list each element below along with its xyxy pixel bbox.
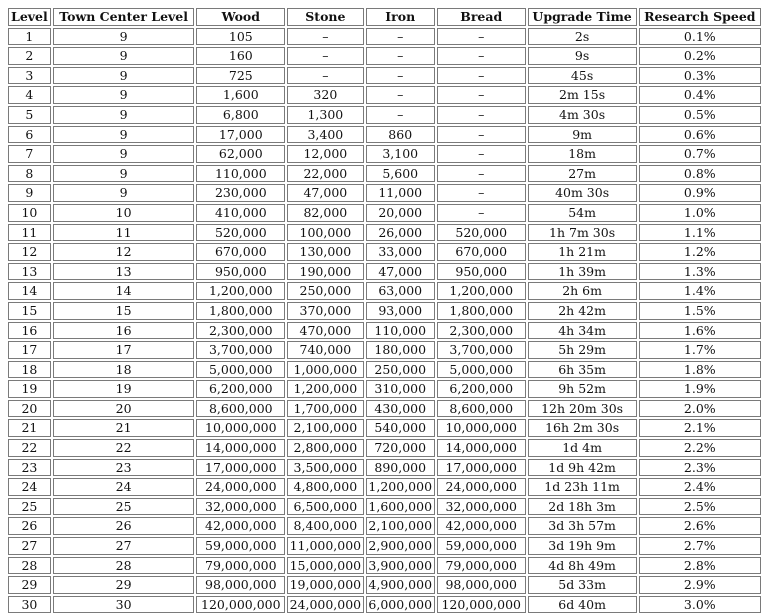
cell-bread: – [437,47,526,65]
cell-upgrade-time: 2m 15s [528,86,637,104]
cell-iron: 5,600 [366,165,435,183]
cell-iron: 2,100,000 [366,517,435,535]
table-row [8,67,761,85]
cell-town-center-level: 30 [53,596,195,614]
cell-town-center-level: 9 [53,165,195,183]
cell-iron: 890,000 [366,459,435,477]
cell-stone: 12,000 [287,145,363,163]
cell-stone: 130,000 [287,243,363,261]
cell-upgrade-time: 1d 9h 42m [528,459,637,477]
cell-iron: 26,000 [366,224,435,242]
cell-iron: 250,000 [366,361,435,379]
cell-level: 17 [8,341,51,359]
cell-research-speed: 0.5% [639,106,761,124]
header-town-center-level: Town Center Level [53,8,195,26]
cell-town-center-level: 17 [53,341,195,359]
cell-research-speed: 0.3% [639,67,761,85]
cell-stone: – [287,47,363,65]
cell-stone: – [287,67,363,85]
cell-research-speed: 1.0% [639,204,761,222]
cell-research-speed: 2.1% [639,419,761,437]
table-row [8,419,761,437]
cell-stone: 4,800,000 [287,478,363,496]
table-row [8,243,761,261]
cell-upgrade-time: 9m [528,126,637,144]
cell-wood: 110,000 [196,165,285,183]
cell-wood: 1,800,000 [196,302,285,320]
cell-level: 15 [8,302,51,320]
cell-stone: 22,000 [287,165,363,183]
cell-stone: 2,800,000 [287,439,363,457]
cell-bread: 5,000,000 [437,361,526,379]
cell-iron: 2,900,000 [366,537,435,555]
cell-level: 5 [8,106,51,124]
cell-stone: 82,000 [287,204,363,222]
cell-bread: 24,000,000 [437,478,526,496]
cell-stone: 1,300 [287,106,363,124]
cell-bread: 17,000,000 [437,459,526,477]
cell-bread: 2,300,000 [437,322,526,340]
cell-research-speed: 1.7% [639,341,761,359]
cell-wood: 98,000,000 [196,576,285,594]
cell-stone: 370,000 [287,302,363,320]
cell-iron: 47,000 [366,263,435,281]
cell-bread: 59,000,000 [437,537,526,555]
cell-town-center-level: 20 [53,400,195,418]
cell-wood: 3,700,000 [196,341,285,359]
table-row [8,302,761,320]
table-row [8,47,761,65]
cell-wood: 42,000,000 [196,517,285,535]
cell-research-speed: 0.6% [639,126,761,144]
cell-upgrade-time: 2h 6m [528,282,637,300]
cell-town-center-level: 13 [53,263,195,281]
cell-level: 29 [8,576,51,594]
cell-wood: 5,000,000 [196,361,285,379]
cell-bread: 120,000,000 [437,596,526,614]
cell-level: 16 [8,322,51,340]
cell-town-center-level: 9 [53,47,195,65]
cell-research-speed: 2.5% [639,498,761,516]
table-row [8,86,761,104]
cell-town-center-level: 15 [53,302,195,320]
cell-town-center-level: 19 [53,380,195,398]
cell-bread: 6,200,000 [437,380,526,398]
cell-upgrade-time: 1h 7m 30s [528,224,637,242]
cell-level: 20 [8,400,51,418]
cell-level: 3 [8,67,51,85]
cell-iron: 720,000 [366,439,435,457]
cell-wood: 725 [196,67,285,85]
cell-wood: 24,000,000 [196,478,285,496]
cell-iron: – [366,86,435,104]
cell-iron: 110,000 [366,322,435,340]
cell-bread: – [437,126,526,144]
cell-town-center-level: 22 [53,439,195,457]
cell-town-center-level: 14 [53,282,195,300]
cell-upgrade-time: 9s [528,47,637,65]
cell-stone: 740,000 [287,341,363,359]
cell-research-speed: 2.8% [639,557,761,575]
cell-upgrade-time: 1d 4m [528,439,637,457]
cell-research-speed: 2.3% [639,459,761,477]
cell-bread: 42,000,000 [437,517,526,535]
cell-bread: 8,600,000 [437,400,526,418]
cell-stone: 6,500,000 [287,498,363,516]
cell-research-speed: 2.6% [639,517,761,535]
cell-research-speed: 1.6% [639,322,761,340]
cell-town-center-level: 9 [53,106,195,124]
cell-level: 10 [8,204,51,222]
cell-iron: 430,000 [366,400,435,418]
cell-research-speed: 0.1% [639,28,761,46]
cell-level: 9 [8,184,51,202]
cell-town-center-level: 26 [53,517,195,535]
cell-research-speed: 0.8% [639,165,761,183]
cell-stone: 1,000,000 [287,361,363,379]
cell-iron: 3,100 [366,145,435,163]
cell-research-speed: 0.2% [639,47,761,65]
cell-upgrade-time: 4d 8h 49m [528,557,637,575]
cell-iron: 860 [366,126,435,144]
cell-research-speed: 3.0% [639,596,761,614]
table-row [8,361,761,379]
cell-level: 24 [8,478,51,496]
cell-level: 8 [8,165,51,183]
cell-wood: 62,000 [196,145,285,163]
cell-upgrade-time: 2h 42m [528,302,637,320]
cell-stone: 1,200,000 [287,380,363,398]
cell-research-speed: 1.2% [639,243,761,261]
cell-research-speed: 1.3% [639,263,761,281]
cell-upgrade-time: 5d 33m [528,576,637,594]
cell-level: 25 [8,498,51,516]
table-row [8,263,761,281]
cell-wood: 32,000,000 [196,498,285,516]
cell-iron: – [366,67,435,85]
cell-wood: 120,000,000 [196,596,285,614]
cell-research-speed: 2.4% [639,478,761,496]
cell-iron: 33,000 [366,243,435,261]
cell-stone: – [287,28,363,46]
cell-bread: – [437,28,526,46]
cell-stone: 2,100,000 [287,419,363,437]
cell-upgrade-time: 27m [528,165,637,183]
cell-wood: 230,000 [196,184,285,202]
cell-stone: 47,000 [287,184,363,202]
cell-stone: 11,000,000 [287,537,363,555]
cell-research-speed: 2.0% [639,400,761,418]
cell-upgrade-time: 3d 3h 57m [528,517,637,535]
cell-upgrade-time: 40m 30s [528,184,637,202]
cell-stone: 190,000 [287,263,363,281]
cell-town-center-level: 10 [53,204,195,222]
cell-level: 14 [8,282,51,300]
cell-upgrade-time: 1h 21m [528,243,637,261]
cell-upgrade-time: 6h 35m [528,361,637,379]
cell-iron: 540,000 [366,419,435,437]
cell-level: 7 [8,145,51,163]
cell-town-center-level: 11 [53,224,195,242]
upgrade-table-container [6,6,763,615]
cell-wood: 410,000 [196,204,285,222]
cell-bread: – [437,67,526,85]
cell-iron: 20,000 [366,204,435,222]
cell-upgrade-time: 4h 34m [528,322,637,340]
cell-town-center-level: 28 [53,557,195,575]
header-row [8,8,761,26]
cell-level: 2 [8,47,51,65]
table-row [8,28,761,46]
table-row [8,537,761,555]
table-row [8,557,761,575]
cell-upgrade-time: 12h 20m 30s [528,400,637,418]
cell-level: 21 [8,419,51,437]
cell-upgrade-time: 2d 18h 3m [528,498,637,516]
cell-level: 4 [8,86,51,104]
cell-level: 12 [8,243,51,261]
cell-level: 13 [8,263,51,281]
table-row [8,380,761,398]
header-bread: Bread [437,8,526,26]
cell-upgrade-time: 2s [528,28,637,46]
cell-bread: – [437,204,526,222]
cell-wood: 6,200,000 [196,380,285,398]
cell-stone: 100,000 [287,224,363,242]
table-row [8,498,761,516]
cell-bread: – [437,184,526,202]
cell-level: 26 [8,517,51,535]
cell-research-speed: 1.5% [639,302,761,320]
cell-stone: 3,400 [287,126,363,144]
table-row [8,165,761,183]
cell-bread: 3,700,000 [437,341,526,359]
cell-stone: 15,000,000 [287,557,363,575]
table-row [8,576,761,594]
cell-upgrade-time: 5h 29m [528,341,637,359]
cell-wood: 10,000,000 [196,419,285,437]
cell-upgrade-time: 1h 39m [528,263,637,281]
cell-bread: – [437,165,526,183]
cell-town-center-level: 9 [53,145,195,163]
cell-iron: 3,900,000 [366,557,435,575]
cell-town-center-level: 23 [53,459,195,477]
cell-level: 23 [8,459,51,477]
cell-level: 19 [8,380,51,398]
cell-town-center-level: 9 [53,126,195,144]
cell-bread: – [437,145,526,163]
cell-level: 22 [8,439,51,457]
cell-iron: 6,000,000 [366,596,435,614]
cell-town-center-level: 9 [53,184,195,202]
cell-bread: 1,800,000 [437,302,526,320]
cell-upgrade-time: 1d 23h 11m [528,478,637,496]
cell-iron: – [366,28,435,46]
table-row [8,478,761,496]
cell-research-speed: 2.9% [639,576,761,594]
cell-research-speed: 1.4% [639,282,761,300]
cell-level: 18 [8,361,51,379]
cell-research-speed: 1.9% [639,380,761,398]
cell-bread: 520,000 [437,224,526,242]
header-stone: Stone [287,8,363,26]
cell-level: 11 [8,224,51,242]
cell-town-center-level: 16 [53,322,195,340]
cell-wood: 670,000 [196,243,285,261]
cell-wood: 520,000 [196,224,285,242]
cell-bread: 950,000 [437,263,526,281]
cell-wood: 160 [196,47,285,65]
cell-research-speed: 2.2% [639,439,761,457]
cell-wood: 79,000,000 [196,557,285,575]
cell-town-center-level: 21 [53,419,195,437]
cell-stone: 8,400,000 [287,517,363,535]
cell-stone: 19,000,000 [287,576,363,594]
cell-stone: 3,500,000 [287,459,363,477]
cell-bread: 670,000 [437,243,526,261]
table-row [8,204,761,222]
cell-level: 27 [8,537,51,555]
cell-research-speed: 0.9% [639,184,761,202]
cell-upgrade-time: 18m [528,145,637,163]
cell-research-speed: 1.1% [639,224,761,242]
table-row [8,106,761,124]
table-row [8,126,761,144]
cell-bread: 14,000,000 [437,439,526,457]
cell-bread: 10,000,000 [437,419,526,437]
cell-town-center-level: 9 [53,28,195,46]
table-row [8,400,761,418]
cell-upgrade-time: 54m [528,204,637,222]
cell-wood: 105 [196,28,285,46]
cell-upgrade-time: 6d 40m [528,596,637,614]
cell-level: 1 [8,28,51,46]
cell-bread: – [437,86,526,104]
cell-iron: 4,900,000 [366,576,435,594]
cell-stone: 250,000 [287,282,363,300]
header-level: Level [8,8,51,26]
header-wood: Wood [196,8,285,26]
cell-research-speed: 0.7% [639,145,761,163]
table-row [8,517,761,535]
cell-bread: 98,000,000 [437,576,526,594]
cell-bread: 1,200,000 [437,282,526,300]
table-row [8,184,761,202]
cell-iron: 63,000 [366,282,435,300]
cell-upgrade-time: 4m 30s [528,106,637,124]
header-upgrade-time: Upgrade Time [528,8,637,26]
cell-wood: 17,000 [196,126,285,144]
cell-iron: – [366,106,435,124]
cell-town-center-level: 12 [53,243,195,261]
cell-iron: 1,200,000 [366,478,435,496]
cell-bread: 32,000,000 [437,498,526,516]
table-header [8,8,761,26]
upgrade-cost-table [6,6,763,615]
cell-iron: 180,000 [366,341,435,359]
cell-wood: 950,000 [196,263,285,281]
cell-wood: 8,600,000 [196,400,285,418]
cell-level: 28 [8,557,51,575]
cell-wood: 1,200,000 [196,282,285,300]
table-row [8,596,761,614]
cell-iron: 310,000 [366,380,435,398]
cell-stone: 320 [287,86,363,104]
cell-town-center-level: 9 [53,86,195,104]
cell-level: 30 [8,596,51,614]
cell-research-speed: 1.8% [639,361,761,379]
cell-stone: 470,000 [287,322,363,340]
table-row [8,459,761,477]
cell-town-center-level: 18 [53,361,195,379]
cell-bread: 79,000,000 [437,557,526,575]
cell-upgrade-time: 16h 2m 30s [528,419,637,437]
cell-iron: 93,000 [366,302,435,320]
cell-town-center-level: 24 [53,478,195,496]
table-row [8,224,761,242]
cell-town-center-level: 25 [53,498,195,516]
cell-upgrade-time: 3d 19h 9m [528,537,637,555]
header-iron: Iron [366,8,435,26]
table-row [8,341,761,359]
cell-upgrade-time: 9h 52m [528,380,637,398]
table-row [8,439,761,457]
cell-town-center-level: 29 [53,576,195,594]
cell-stone: 24,000,000 [287,596,363,614]
header-research-speed: Research Speed [639,8,761,26]
cell-wood: 2,300,000 [196,322,285,340]
cell-town-center-level: 27 [53,537,195,555]
cell-iron: 1,600,000 [366,498,435,516]
cell-iron: 11,000 [366,184,435,202]
cell-wood: 1,600 [196,86,285,104]
cell-iron: – [366,47,435,65]
cell-research-speed: 2.7% [639,537,761,555]
cell-bread: – [437,106,526,124]
cell-wood: 59,000,000 [196,537,285,555]
cell-wood: 14,000,000 [196,439,285,457]
cell-upgrade-time: 45s [528,67,637,85]
cell-wood: 6,800 [196,106,285,124]
cell-research-speed: 0.4% [639,86,761,104]
cell-stone: 1,700,000 [287,400,363,418]
cell-wood: 17,000,000 [196,459,285,477]
table-body [8,28,761,614]
cell-town-center-level: 9 [53,67,195,85]
cell-level: 6 [8,126,51,144]
table-row [8,145,761,163]
table-row [8,282,761,300]
table-row [8,322,761,340]
